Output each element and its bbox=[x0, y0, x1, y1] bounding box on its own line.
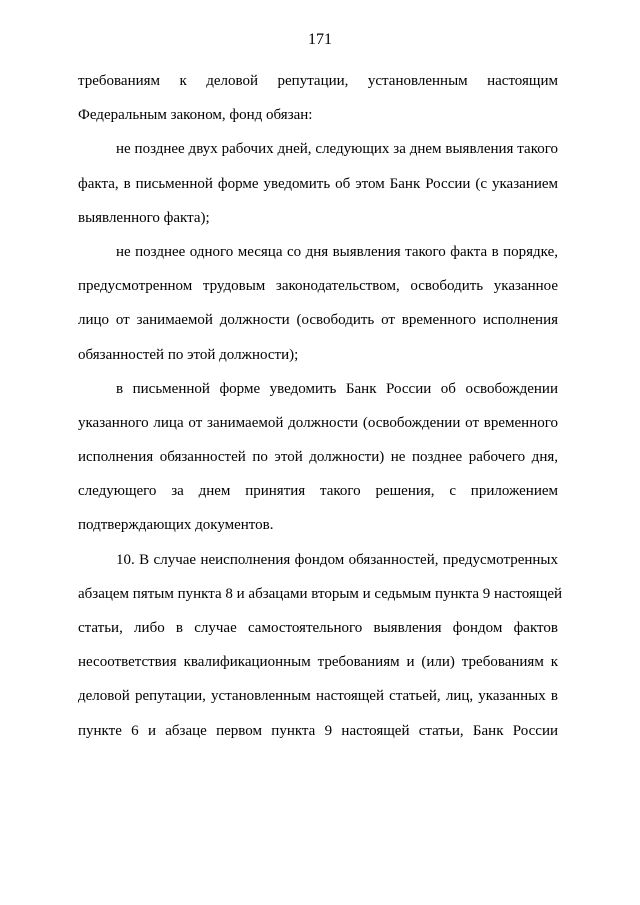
text-line: деловой репутации, установленным настоящей статьей, лиц, указанных в bbox=[78, 688, 558, 705]
text-line: лицо от занимаемой должности (освободить от временного исполнения bbox=[78, 312, 558, 329]
text-line: выявленного факта); bbox=[78, 209, 210, 226]
text-line: статьи, либо в случае самостоятельного выявления фондом фактов bbox=[78, 620, 558, 636]
text-line: требованиям к деловой репутации, установленным настоящим bbox=[78, 73, 558, 89]
text-line: 10. В случае неисполнения фондом обязанностей, предусмотренных bbox=[116, 551, 558, 568]
text-line: факта, в письменной форме уведомить об этом Банк России (с указанием bbox=[78, 175, 558, 192]
text-line: пункте 6 и абзаце первом пункта 9 настоящей статьи, Банк России bbox=[78, 722, 558, 739]
text-line: обязанностей по этой должности); bbox=[78, 346, 299, 363]
text-line: абзацем пятым пункта 8 и абзацами вторым и седьмым пункта 9 настоящей bbox=[78, 585, 563, 602]
document-body bbox=[78, 64, 563, 748]
text-line: предусмотренном трудовым законодательством, освободить указанное bbox=[78, 278, 558, 295]
text-line: не позднее двух рабочих дней, следующих за днем выявления такого bbox=[116, 141, 558, 158]
text-line: исполнения обязанностей по этой должности) не позднее рабочего дня, bbox=[78, 449, 558, 466]
text-line: указанного лица от занимаемой должности (освобождении от временного bbox=[78, 414, 558, 431]
text-line: Федеральным законом, фонд обязан: bbox=[78, 107, 313, 124]
text-line: следующего за днем принятия такого решения, с приложением bbox=[78, 483, 558, 500]
page-number: 171 bbox=[308, 31, 332, 48]
text-line: подтверждающих документов. bbox=[78, 517, 274, 534]
text-line: не позднее одного месяца со дня выявления такого факта в порядке, bbox=[116, 243, 558, 260]
text-line: в письменной форме уведомить Банк России об освобождении bbox=[116, 380, 558, 397]
text-line: несоответствия квалификационным требованиям и (или) требованиям к bbox=[78, 654, 558, 671]
